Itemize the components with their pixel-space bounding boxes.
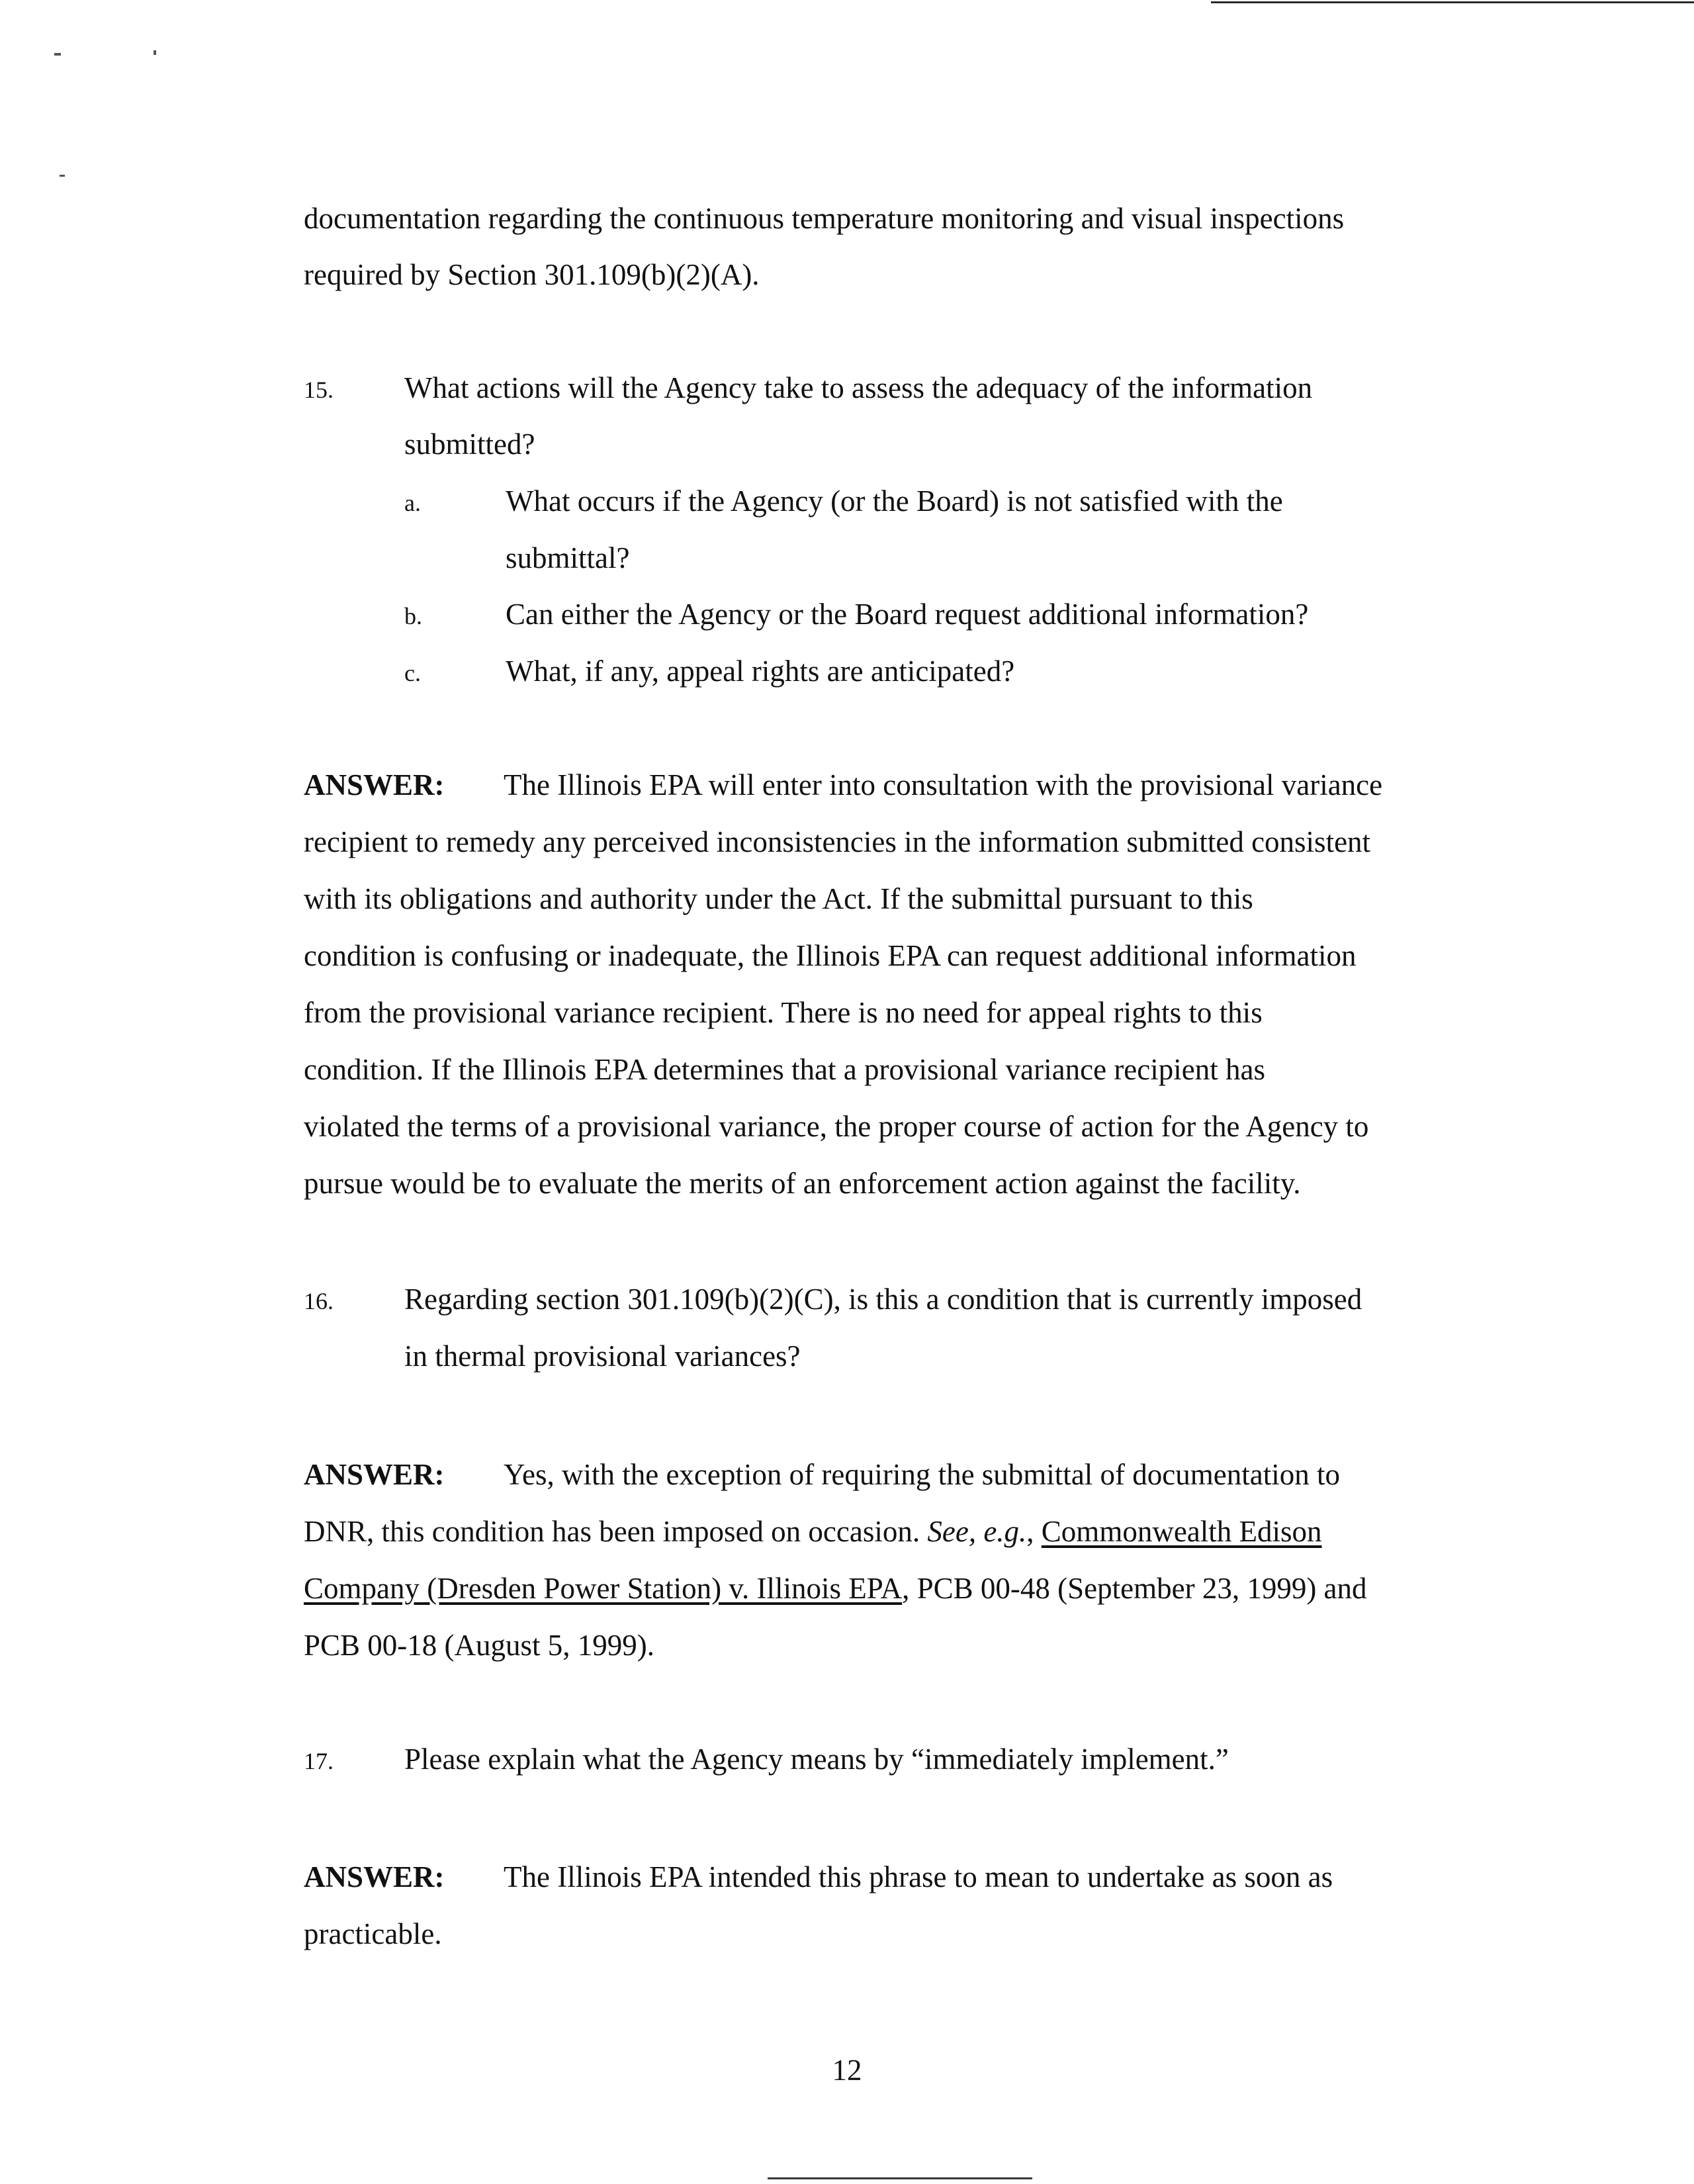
answer-15-text-1: The Illinois EPA will enter into consultation with the provisional variance (504, 768, 1383, 801)
question-15-number: 15. (304, 377, 334, 403)
answer-16-line-3 (304, 1570, 1367, 1607)
question-17-number: 17. (304, 1748, 334, 1774)
answer-15-line-6: condition. If the Illinois EPA determines that a provisional variance recipient has (304, 1053, 1265, 1086)
answer-16-text-2: DNR, this condition has been imposed on occasion. (304, 1515, 928, 1548)
scan-rule-top (1211, 1, 1694, 3)
scan-speck (54, 53, 61, 56)
answer-16-case-name-part-1: Commonwealth Edison (1041, 1515, 1322, 1548)
question-16-line-2: in thermal provisional variances? (404, 1340, 801, 1373)
question-15b-label: b. (404, 603, 422, 629)
answer-16-citation: , PCB 00-48 (September 23, 1999) and (902, 1572, 1367, 1605)
answer-16-line-4: PCB 00-18 (August 5, 1999). (304, 1629, 655, 1662)
scan-rule-bottom (768, 2177, 1032, 2179)
answer-16-case-name-part-2: Company (Dresden Power Station) v. Illinois EPA (304, 1572, 903, 1605)
page-number: 12 (832, 2054, 862, 2087)
answer-16-text-1: Yes, with the exception of requiring the submittal of documentation to (504, 1458, 1340, 1491)
question-15a-label: a. (404, 490, 421, 516)
question-15-line-2: submitted? (404, 428, 535, 461)
intro-line-2: required by Section 301.109(b)(2)(A). (304, 258, 760, 291)
scan-speck (154, 50, 156, 55)
question-17-line-1: Please explain what the Agency means by “immediately implement.” (404, 1743, 1229, 1776)
question-15c-label: c. (404, 660, 421, 686)
question-15a-line-2: submittal? (506, 541, 630, 574)
answer-17-text-1: The Illinois EPA intended this phrase to mean to undertake as soon as (504, 1860, 1333, 1893)
answer-15-line-5: from the provisional variance recipient. There is no need for appeal rights to this (304, 996, 1263, 1029)
scan-speck (60, 175, 65, 177)
answer-15-label: ANSWER: (304, 768, 445, 801)
answer-15-line-3: with its obligations and authority under the Act. If the submittal pursuant to this (304, 882, 1253, 915)
answer-15-line-7: violated the terms of a provisional variance, the proper course of action for the Agency to (304, 1110, 1369, 1143)
answer-16-line-2 (304, 1513, 1322, 1550)
answer-16-comma: , (1026, 1515, 1042, 1548)
question-15-line-1: What actions will the Agency take to assess the adequacy of the information (404, 371, 1313, 404)
answer-15-line-8: pursue would be to evaluate the merits of an enforcement action against the facility. (304, 1167, 1301, 1200)
answer-15-line-1 (304, 766, 1382, 803)
question-16-number: 16. (304, 1288, 334, 1314)
answer-15-line-4: condition is confusing or inadequate, the Illinois EPA can request additional information (304, 939, 1357, 972)
question-15a-line-1: What occurs if the Agency (or the Board) is not satisfied with the (506, 484, 1283, 518)
answer-16-line-1 (304, 1456, 1340, 1493)
answer-16-label: ANSWER: (304, 1458, 445, 1491)
question-15c-line-1: What, if any, appeal rights are anticipated? (506, 655, 1015, 688)
question-16-line-1: Regarding section 301.109(b)(2)(C), is this a condition that is currently imposed (404, 1283, 1362, 1316)
answer-15-line-2: recipient to remedy any perceived inconsistencies in the information submitted consistent (304, 825, 1371, 858)
answer-17-label: ANSWER: (304, 1860, 445, 1893)
answer-16-see-eg: See, e.g. (927, 1515, 1027, 1548)
answer-17-line-2: practicable. (304, 1917, 442, 1950)
answer-17-line-1 (304, 1858, 1333, 1895)
intro-line-1: documentation regarding the continuous temperature monitoring and visual inspections (304, 202, 1345, 235)
question-15b-line-1: Can either the Agency or the Board request additional information? (506, 598, 1309, 631)
